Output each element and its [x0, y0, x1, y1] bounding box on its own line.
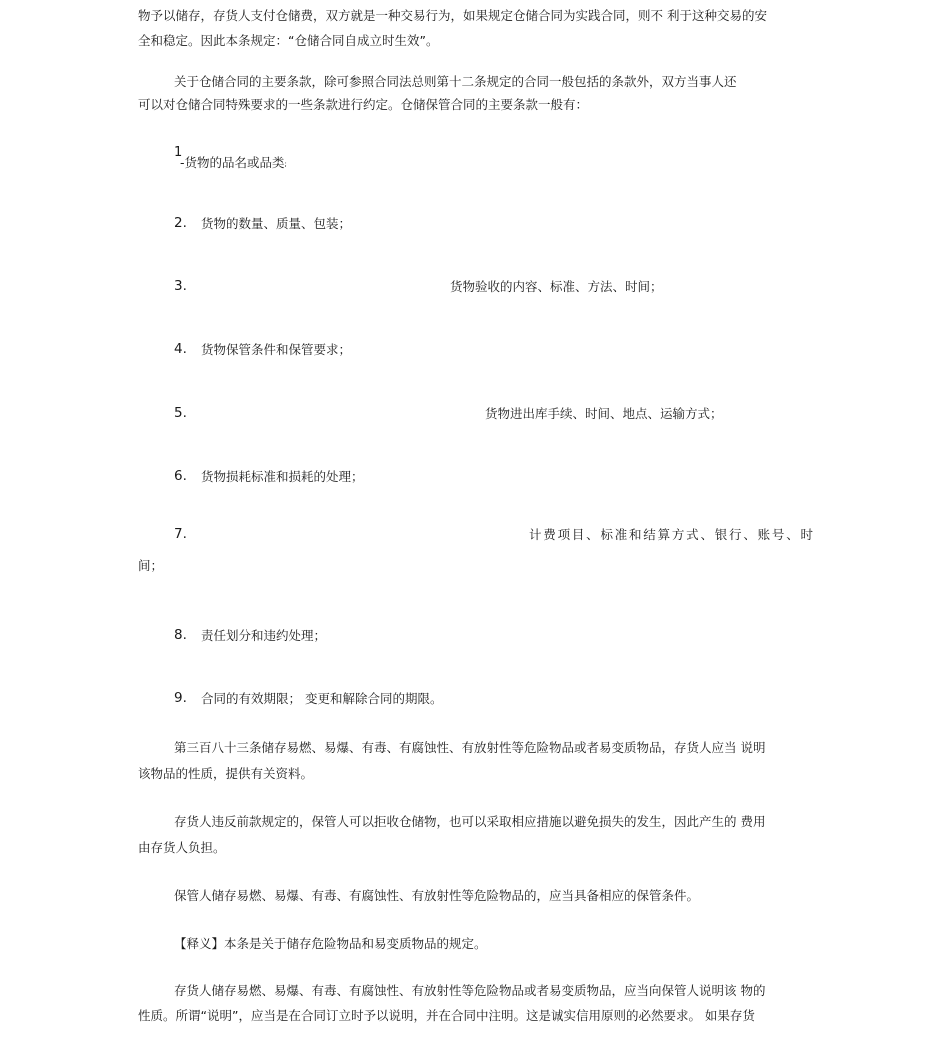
- paragraph-line: 可以对仓储合同特殊要求的一些条款进行约定。仓储保管合同的主要条款一般有：: [138, 97, 589, 112]
- list-item-text: 货物保管条件和保管要求；: [201, 342, 352, 357]
- paragraph-line: 该物品的性质，提供有关资料。: [138, 766, 314, 781]
- paragraph-line: 存货人储存易燃、易爆、有毒、有腐蚀性、有放射性等危险物品或者易变质物品，应当向保管人说明该 物的: [174, 983, 766, 998]
- list-item-text: 货物验收的内容、标准、方法、时间；: [450, 279, 663, 294]
- list-item-number: 7.: [174, 526, 187, 542]
- list-item-text: 货物进出库手续、时间、地点、运输方式；: [485, 406, 723, 421]
- list-item-text: 货物的数量、质量、包装；: [201, 216, 352, 231]
- paragraph-line: 第三百八十三条储存易燃、易爆、有毒、有腐蚀性、有放射性等危险物品或者易变质物品，存货人应当 说明: [174, 740, 766, 755]
- list-item-number: 1: [174, 145, 183, 160]
- list-item-text: -货物的品名或品类;: [180, 155, 287, 170]
- list-item-number: 6.: [174, 468, 187, 484]
- list-item-number: 3.: [174, 278, 187, 294]
- list-item-text: 货物损耗标准和损耗的处理；: [201, 469, 364, 484]
- list-item-number: 5.: [174, 405, 187, 421]
- paragraph-line: 【释义】本条是关于储存危险物品和易变质物品的规定。: [174, 936, 487, 951]
- list-item-number: 2.: [174, 215, 187, 231]
- paragraph-line: 性质。所谓“说明”，应当是在合同订立时予以说明，并在合同中注明。这是诚实信用原则的必然要求。 如果存货: [138, 1008, 755, 1023]
- paragraph-line: 物予以储存，存货人支付仓储费，双方就是一种交易行为，如果规定仓储合同为实践合同，则不 利于这种交易的安: [138, 8, 767, 23]
- list-item-text-continuation: 间；: [138, 558, 164, 573]
- list-item-number: 9.: [174, 690, 187, 706]
- list-item-number: 8.: [174, 627, 187, 643]
- list-item-text: 责任划分和违约处理；: [201, 628, 327, 643]
- paragraph-line: 全和稳定。因此本条规定：“仓储合同自成立时生效”。: [138, 33, 439, 48]
- paragraph-line: 关于仓储合同的主要条款，除可参照合同法总则第十二条规定的合同一般包括的条款外，双方当事人还: [174, 74, 737, 89]
- list-item-text: 合同的有效期限； 变更和解除合同的期限。: [201, 691, 443, 706]
- list-item-text: 计费项目、标准和结算方式、银行、账号、时: [529, 527, 814, 542]
- paragraph-line: 由存货人负担。: [138, 840, 226, 855]
- paragraph-line: 保管人储存易燃、易爆、有毒、有腐蚀性、有放射性等危险物品的，应当具备相应的保管条件。: [174, 888, 700, 903]
- paragraph-line: 存货人违反前款规定的，保管人可以拒收仓储物，也可以采取相应措施以避免损失的发生，因此产生的 费用: [174, 814, 766, 829]
- list-item-number: 4.: [174, 341, 187, 357]
